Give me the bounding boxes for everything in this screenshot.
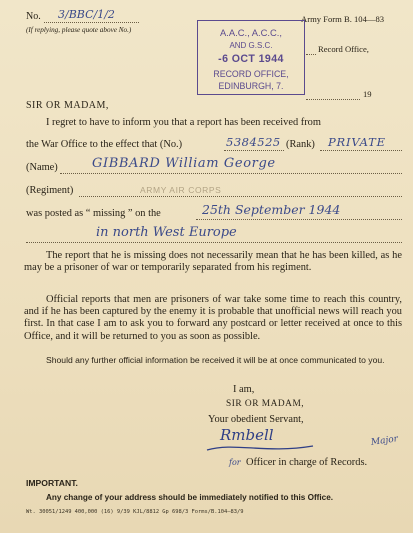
officer-title: Officer in charge of Records. xyxy=(246,457,368,468)
name-label: (Name) xyxy=(26,162,58,173)
paragraph-missing-meaning: The report that he is missing does not necessarily mean that he has been killed, as he may be a prisoner of war or temporarily separated from his regiment. xyxy=(24,250,402,274)
stamp-line-5: EDINBURGH, 7. xyxy=(218,81,284,91)
missing-date-fill-line xyxy=(196,219,402,220)
missing-date: 25th September 1944 xyxy=(202,202,341,217)
for-mark: for xyxy=(229,458,241,467)
intro-line: I regret to have to inform you that a report has been received from xyxy=(46,117,321,128)
stamp-line-4: RECORD OFFICE, xyxy=(213,69,289,79)
reference-fill-line xyxy=(44,22,139,23)
form-identifier: Army Form B. 104—83 xyxy=(301,14,385,24)
signatory-rank: Major xyxy=(370,434,399,448)
soldier-number: 5384525 xyxy=(226,135,281,149)
record-office-stamp xyxy=(197,20,305,95)
date-fill-line xyxy=(306,99,360,100)
paragraph-prisoner-reports: Official reports that men are prisoners of war take some time to reach this country, and if he has been captured by the enemy it is probable that unofficial news will reach you first. In that case I am to ask you to forward any postcard or letter received at once to this Office, and it will be returned to you as soon as possible. xyxy=(24,294,402,342)
reference-number: 3/BBC/1/2 xyxy=(58,8,115,21)
reply-note: (If replying, please quote above No.) xyxy=(26,26,132,34)
signature-flourish xyxy=(205,440,315,456)
name-fill-line xyxy=(60,173,402,174)
stamp-line-2: AND G.S.C. xyxy=(229,41,273,50)
closing-servant: Your obedient Servant, xyxy=(208,414,304,425)
regiment-fill-line xyxy=(79,196,402,197)
office-fill-line xyxy=(306,54,316,55)
regiment-label: (Regiment) xyxy=(26,185,74,196)
war-office-text: the War Office to the effect that (No.) xyxy=(26,139,183,150)
closing-salutation: SIR OR MADAM, xyxy=(226,399,305,409)
soldier-name: GIBBARD William George xyxy=(92,156,276,171)
paragraph-further-information: Should any further official information be received it will be at once communicated to you. xyxy=(46,355,385,365)
important-heading: IMPORTANT. xyxy=(26,478,78,488)
soldier-rank: PRIVATE xyxy=(328,135,386,149)
salutation: SIR OR MADAM, xyxy=(26,100,109,111)
stamp-line-1: A.A.C., A.C.C., xyxy=(220,27,282,38)
missing-text: was posted as “ missing ” on the xyxy=(26,208,161,219)
address-change-notice: Any change of your address should be immediately notified to this Office. xyxy=(46,493,334,502)
regiment-value: ARMY AIR CORPS xyxy=(140,185,222,195)
year-suffix: 19 xyxy=(363,89,372,99)
missing-location: in north West Europe xyxy=(96,225,237,240)
rank-label: (Rank) xyxy=(286,139,315,150)
record-office-label: Record Office, xyxy=(318,44,369,54)
rank-fill-line xyxy=(320,150,402,151)
location-fill-line xyxy=(26,242,402,243)
stamp-date: -6 OCT 1944 xyxy=(218,53,284,65)
officer-signature: Rmbell xyxy=(220,426,274,444)
number-fill-line xyxy=(224,150,284,151)
reference-number-row xyxy=(26,11,41,22)
closing-i-am: I am, xyxy=(233,384,255,395)
reference-label: No. xyxy=(26,11,41,22)
print-code: Wt. 30051/1249 400,000 (16) 9/39 KJL/8812 Gp 698/3 Forms/B.104—83/9 xyxy=(26,509,244,515)
